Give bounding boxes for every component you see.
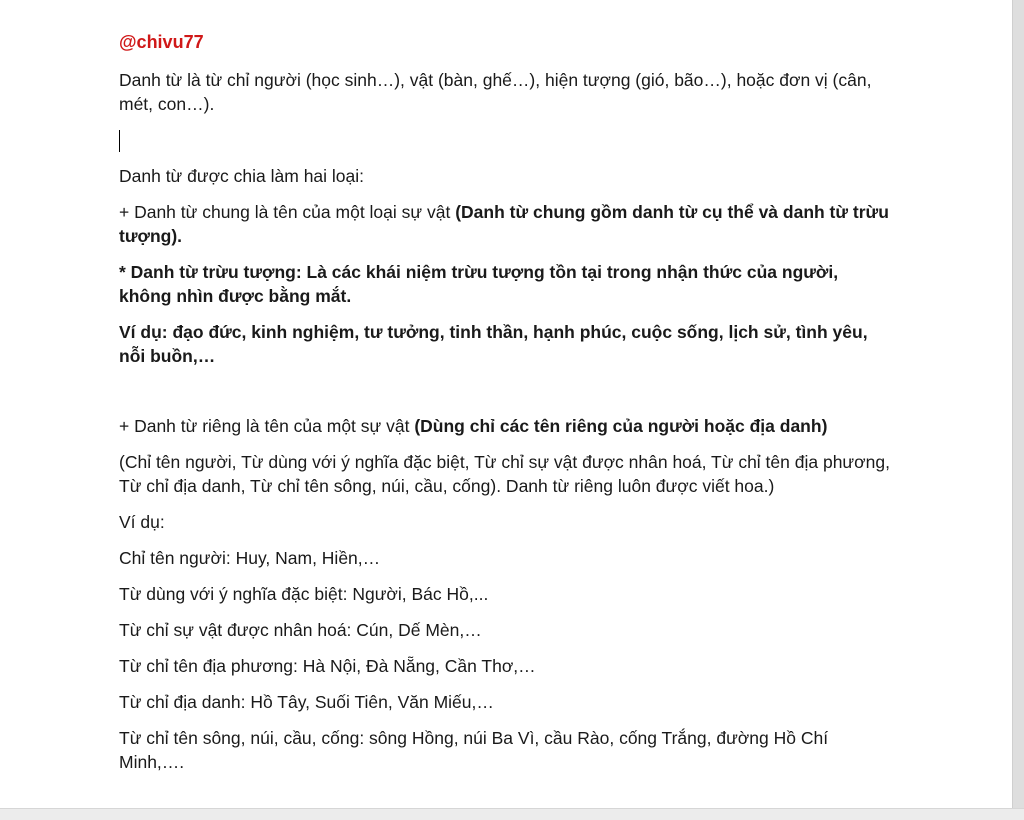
example-item: Chỉ tên người: Huy, Nam, Hiền,… [119,548,381,568]
example-heading: Ví dụ: [119,512,165,532]
common-noun-bold: (Danh từ chung gồm danh từ cụ thể và danh từ trừu tượng). [119,202,889,246]
vertical-scrollbar[interactable] [1012,0,1024,819]
example-item: Từ chỉ địa danh: Hồ Tây, Suối Tiên, Văn Miếu,… [119,692,494,712]
common-noun-paragraph [119,200,891,248]
proper-noun-paragraph [119,414,891,438]
example-item: Từ dùng với ý nghĩa đặc biệt: Người, Bác Hồ,... [119,584,489,604]
blank-space [119,380,891,414]
proper-noun-text: + Danh từ riêng là tên của một sự vật [119,416,415,436]
proper-noun-bold: (Dùng chỉ các tên riêng của người hoặc địa danh) [414,416,828,436]
classification-paragraph: Danh từ được chia làm hai loại: [119,166,365,186]
example-item: Từ chỉ sự vật được nhân hoá: Cún, Dế Mèn,… [119,620,482,640]
common-noun-text: + Danh từ chung là tên của một loại sự vật [119,202,456,222]
proper-noun-detail: (Chỉ tên người, Từ dùng với ý nghĩa đặc biệt, Từ chỉ sự vật được nhân hoá, Từ chỉ tên địa phương, Từ chỉ địa danh, Từ chỉ tên sông, núi, cầu, cống). Danh từ riêng luôn được viết hoa.) [119,452,890,496]
document-body[interactable] [119,30,891,786]
text-cursor [119,130,120,152]
author-handle: @chivu77 [119,32,204,52]
empty-line[interactable] [119,128,891,152]
abstract-noun-definition: * Danh từ trừu tượng: Là các khái niệm trừu tượng tồn tại trong nhận thức của người, không nhìn được bằng mắt. [119,262,839,306]
example-item: Từ chỉ tên sông, núi, cầu, cống: sông Hồng, núi Ba Vì, cầu Rào, cống Trắng, đường Hồ Chí Minh,…. [119,728,829,772]
example-item: Từ chỉ tên địa phương: Hà Nội, Đà Nẵng, Cần Thơ,… [119,656,536,676]
abstract-noun-example: Ví dụ: đạo đức, kinh nghiệm, tư tưởng, tinh thần, hạnh phúc, cuộc sống, lịch sử, tình yêu, nỗi buồn,… [119,322,868,366]
page-bottom-edge [0,808,1024,820]
intro-paragraph: Danh từ là từ chỉ người (học sinh…), vật (bàn, ghế…), hiện tượng (gió, bão…), hoặc đơn vị (cân, mét, con…). [119,70,872,114]
